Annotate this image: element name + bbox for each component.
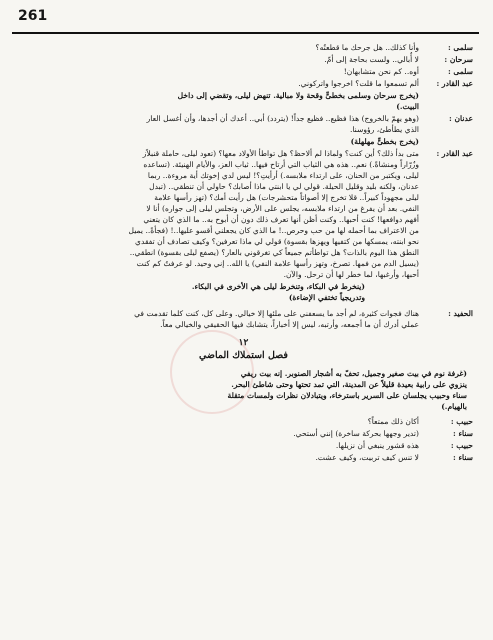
page-number: 261 xyxy=(18,8,48,24)
stage-direction-2: (يخرج بخطىٍّ مهلهلة) xyxy=(350,137,419,146)
dialogue-line: عملي أدرك أن ما أجمعه، وأرتبه، ليس إلا أخباراً، يتشابك فيها الحقيقي والخيالي معاً. xyxy=(160,320,419,329)
speaker-name: سناء : xyxy=(419,452,473,463)
speaker-name: عدنان : xyxy=(419,113,473,135)
text-line: ليلى، ويكتبر من الحنان، على ارتداء ملابسه.) أرأيتِ؟! ليس لدي إخوتك أية مروءة.. ربما xyxy=(147,171,419,180)
dialogue-entry xyxy=(14,416,473,427)
text-line: نحو ابنته، يمسكها من كتفيها ويهزها بقسوة) قولي لي ماذا تعرفين؟ وكيف تصادف أن تفقدي xyxy=(135,237,419,246)
text-line: من الاعتراف بما أحمله لها من حب وحرص..! ما الذي كان يجعلني أقسو عليها..! (فجأةً.. يميل xyxy=(128,226,419,235)
speaker-name: الحفيد : xyxy=(419,308,473,330)
speaker-name: سلمى : xyxy=(419,42,473,53)
chapter-title: فصل استملاك الماضي xyxy=(199,350,288,361)
text-line: النفي. بعد أن يفرغ من ارتداء ملابسه، يجلس على الأرض، وتجلس ليلى إلى جواره) أنا لا xyxy=(146,204,419,213)
dialogue-entry xyxy=(14,54,473,65)
dialogue-line: الذي يطأطئ، رؤوسنا. xyxy=(349,125,419,134)
dialogue-entry xyxy=(14,78,473,89)
dialogue-adnan xyxy=(14,113,473,135)
dialogue-line: (تدير وجهها بحركة ساخرة) إنني أستحي. xyxy=(293,429,419,438)
speaker-name: سلمى : xyxy=(419,66,473,77)
stage-line: (يخرج سرحان وسلمى بخطىٍّ وقحة ولا مبالية. تنهض ليلى، وتقضي إلى داخل xyxy=(177,91,419,100)
text-line: وزُرّاراً ومنشاةً.) نعم.. هذه هي الثياب التي أرتاح فيها.. ثياب العز، والأيام الهنيئة. (تساعده xyxy=(143,160,419,169)
dialogue-line: ألم تسمعوا ما قلت؟ اخرجوا واتركوني. xyxy=(298,79,419,88)
text-line: سناء وحبيب يجلسان على السرير باسترخاء، ويتبادلان نظرات ولمسات متقلة xyxy=(227,391,467,400)
stage-direction-3 xyxy=(14,281,473,303)
text-line: (غرفة نوم في بيت صغير وجميل، تحفّ به أشجار الصنوبر. إنه بيت ريفي xyxy=(240,369,467,378)
text-line: النطق هذا اليوم بالذات؟ هل تواطأتم جميعاً كي تغرقوني بالعار؟ (يصفع ليلى بقسوة) انطقي.. xyxy=(129,248,419,257)
dialogue-line: هذه قشور ينبغي أن نزيلها. xyxy=(335,441,419,450)
stage-line: البيت.) xyxy=(396,102,419,111)
stage-line: (ينخرط في البكاء، وتنخرط ليلى هي الأخرى في البكاء. xyxy=(191,282,365,291)
chapter-number: ١٢ xyxy=(238,338,249,348)
stage-direction-1 xyxy=(14,90,473,112)
speaker-name: عبد القادر : xyxy=(419,148,473,280)
dialogue-line: وأنا كذلك.. هل جرحك ما قطعتُه؟ xyxy=(315,43,419,52)
text-line: متى بدأ ذلك؟ أين كنت؟ ولماذا لم ألاحظ؟ هل تواطأ الأولاد معها؟ (تعود ليلى، حاملة قنبلاًز xyxy=(142,149,419,158)
dialogue-line: لا تنس كيف تربيت، وكيف عشت. xyxy=(315,453,419,462)
dialogue-line: أكان ذلك ممتعاً؟ xyxy=(367,417,419,426)
text-line: أفهم دوافعها! كنت أحبها.. وكنت أظن أنها تعرف ذلك دون أن أبوح به.. ما الذي كان يتعني xyxy=(143,215,419,224)
dialogue-block-2 xyxy=(14,416,473,463)
text-line: ينزوي على رابية بعيدة قليلاً عن المدينة، التي تمد تحتها وحتى شاطئ البحر. xyxy=(231,380,467,389)
scene-description xyxy=(14,368,473,412)
speaker-name: سرحان : xyxy=(419,54,473,65)
text-line: عدنان، ولكنه بليد وقليل الحيلة. قولي لي يا ابنتي ماذا أصابك؟ حاولي أن تنطقي.. (تبدل xyxy=(149,182,419,191)
text-line: ليلى مجهوداً كبيراً.. قلا تخرج إلا أصواتاً متحشرجات) هل رأيت أمك؟ (تهز رأسها علامة xyxy=(154,193,419,202)
dialogue-entry xyxy=(14,66,473,77)
dialogue-line: لا أُبالي.. ولست بحاجة إلى أمّ. xyxy=(324,55,419,64)
dialogue-entry xyxy=(14,42,473,53)
dialogue-entry xyxy=(14,428,473,439)
speaker-name: سناء : xyxy=(419,428,473,439)
dialogue-entry xyxy=(14,452,473,463)
dialogue-line: (وهو يهمّ بالخروج) هذا فظيع.. فظيع جداً! (يتردد) أبي.. أعدك أن أجدها، وأن أغسل العار xyxy=(146,114,419,123)
dialogue-hafid xyxy=(14,308,473,330)
text-line: أحبها، وأرغبها، لما خطر لها أن ترحل. والآن. xyxy=(283,270,419,279)
dialogue-line: هناك فجوات كثيرة، لم أجد ما يسعفني على ملئها إلا خيالي. وعلى كل، كنت كلما تقدمت في xyxy=(134,309,419,318)
speaker-name: عبد القادر : xyxy=(419,78,473,89)
text-line: بالهيام.) xyxy=(441,402,467,411)
speaker-name: حبيب : xyxy=(419,440,473,451)
speaker-name: حبيب : xyxy=(419,416,473,427)
dialogue-line: أوه.. كم نحن متشابهان! xyxy=(343,67,419,76)
monologue-text xyxy=(14,148,419,280)
text-line: (يسيل الدم من فمها. تصرخ، وتهز رأسها علامة النفي) يا الله.. إني وحيد. لو عرفتُ كم كنت xyxy=(136,259,419,268)
page-content xyxy=(14,42,473,636)
stage-line: وتدريجياً تختفي الإضاءة) xyxy=(288,293,365,302)
dialogue-abdelkader xyxy=(14,148,473,280)
dialogue-entry xyxy=(14,440,473,451)
header-rule xyxy=(12,32,479,34)
dialogue-block-1 xyxy=(14,42,473,89)
